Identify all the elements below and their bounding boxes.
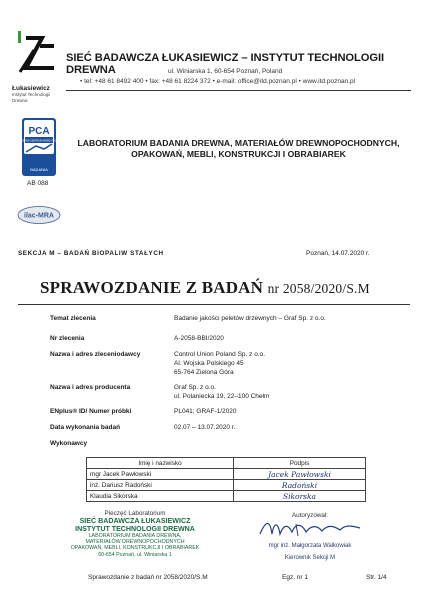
- client-value: [174, 350, 265, 377]
- name-column-header: Imię i nazwisko: [87, 458, 234, 469]
- stamp-line: LABORATORIUM BADANIA DREWNA,: [88, 533, 182, 539]
- header-divider: [66, 90, 411, 91]
- footer-report: Sprawozdanie z badań nr 2058/2020/S.M: [88, 574, 208, 581]
- laboratory-name: [66, 138, 411, 160]
- ilac-mra-logo: [17, 206, 61, 224]
- performer-name: mgr Jacek Pawłowski: [87, 469, 234, 480]
- stamp-line: 60-654 Poznań, ul. Winiarska 1: [98, 551, 172, 558]
- authorizer-role: Kierownik Sekcji M: [284, 555, 336, 561]
- handwritten-signature: Radoński: [234, 480, 366, 491]
- signature-table-header: [87, 458, 366, 469]
- enplus-label: ENplus® ID/ Numer próbki: [50, 408, 132, 415]
- pca-small-label: POLSKIE CENTRUM AKREDYTACJI: [19, 140, 59, 143]
- order-topic-value: Badanie jakości peletów drzewnych – Graf Sp. z o.o.: [174, 315, 326, 322]
- stamp-caption: Pieczęć Laboratorium: [104, 510, 166, 517]
- producer-value: [174, 383, 269, 401]
- client-label: Nazwa i adres zleceniodawcy: [50, 351, 141, 358]
- order-number-label: Nr zlecenia: [50, 335, 85, 342]
- producer-label: Nazwa i adres producenta: [50, 384, 131, 391]
- organization-contact: • tel: +48 61 8492 400 • fax: +48 61 8224 372 • e-mail: office@itd.poznan.pl • www.itd.poznan.pl: [80, 78, 356, 85]
- client-street: Al. Wojska Polskiego 45: [174, 360, 244, 367]
- stamp-line: MATERIAŁÓW DREWNOPOCHODNYCH: [85, 539, 185, 546]
- laboratory-name-line2: OPAKOWAŃ, MEBLI, KONSTRUKCJI I OBRABIAREK: [131, 149, 346, 159]
- handwritten-signature: Jacek Pawłowski: [234, 469, 366, 480]
- section-name: SEKCJA M – BADAŃ BIOPALIW STAŁYCH: [18, 250, 164, 257]
- authorizer-signature: [256, 518, 366, 540]
- order-topic-label: Temat zlecenia: [50, 315, 96, 322]
- report-title-text: SPRAWOZDANIE Z BADAŃ: [40, 278, 264, 297]
- performers-label: Wykonawcy: [50, 440, 88, 447]
- producer-name: Graf Sp. z o.o.: [174, 384, 216, 391]
- authorization-caption: Autoryzował:: [291, 512, 329, 519]
- handwritten-signature: Sikorska: [234, 491, 366, 502]
- client-city: 65-764 Zielona Góra: [174, 369, 234, 376]
- table-row: [87, 491, 366, 502]
- table-row: [87, 469, 366, 480]
- table-row: [87, 480, 366, 491]
- signature-column-header: Podpis: [234, 458, 366, 469]
- test-date-value: 02.07 – 13.07.2020 r.: [174, 424, 236, 431]
- laboratory-stamp: [70, 510, 200, 558]
- performer-name: inż. Dariusz Radoński: [87, 480, 234, 491]
- test-date-label: Data wykonania badań: [50, 424, 121, 431]
- stamp-line: SIEĆ BADAWCZA ŁUKASIEWICZ: [79, 517, 191, 525]
- authorization-block: [250, 512, 370, 561]
- logo-subtitle: Instytut Technologii Drewna: [12, 92, 51, 103]
- footer-page: Str. 1/4: [366, 574, 387, 581]
- authorizer-name: mgr inż. Małgorzata Walkowiak: [268, 543, 352, 549]
- pca-badania-label: BADANIA: [30, 167, 48, 172]
- place-date: Poznań, 14.07.2020 r.: [306, 250, 370, 257]
- stamp-line: INSTYTUT TECHNOLOGII DREWNA: [75, 525, 195, 533]
- footer-copy: Egz. nr 1: [282, 574, 309, 581]
- report-title: [40, 278, 410, 298]
- order-number-value: A-2058-BBI/2020: [174, 335, 224, 342]
- performer-name: Klaudia Sikorska: [87, 491, 234, 502]
- signature-table: [86, 457, 366, 502]
- producer-address: ul. Polaniecka 19, 22–100 Chełm: [174, 393, 270, 400]
- pca-accreditation-logo: [19, 118, 59, 176]
- pca-label: PCA: [28, 126, 50, 137]
- laboratory-name-line1: LABORATORIUM BADANIA DREWNA, MATERIAŁÓW DREWNOPOCHODNYCH,: [77, 138, 400, 148]
- lukasiewicz-logo-icon: [14, 28, 60, 82]
- accreditation-number: AB 088: [27, 180, 49, 187]
- client-name: Control Union Poland Sp. z o.o.: [174, 351, 266, 358]
- organization-name: SIEĆ BADAWCZA ŁUKASIEWICZ – INSTYTUT TECHNOLOGII DREWNA: [66, 52, 384, 76]
- organization-address: ul. Winiarska 1, 60-654 Poznań, Poland: [168, 68, 283, 75]
- title-divider: [18, 304, 410, 305]
- enplus-value: PL041; GRAF-1/2020: [174, 408, 237, 415]
- report-number: nr 2058/2020/S.M: [267, 281, 370, 296]
- ilac-label: ilac-MRA: [24, 212, 54, 220]
- logo-name: Łukasiewicz: [12, 85, 50, 92]
- stamp-line: OPAKOWAŃ, MEBLI, KONSTRUKCJI I OBRABIAREK: [70, 545, 200, 552]
